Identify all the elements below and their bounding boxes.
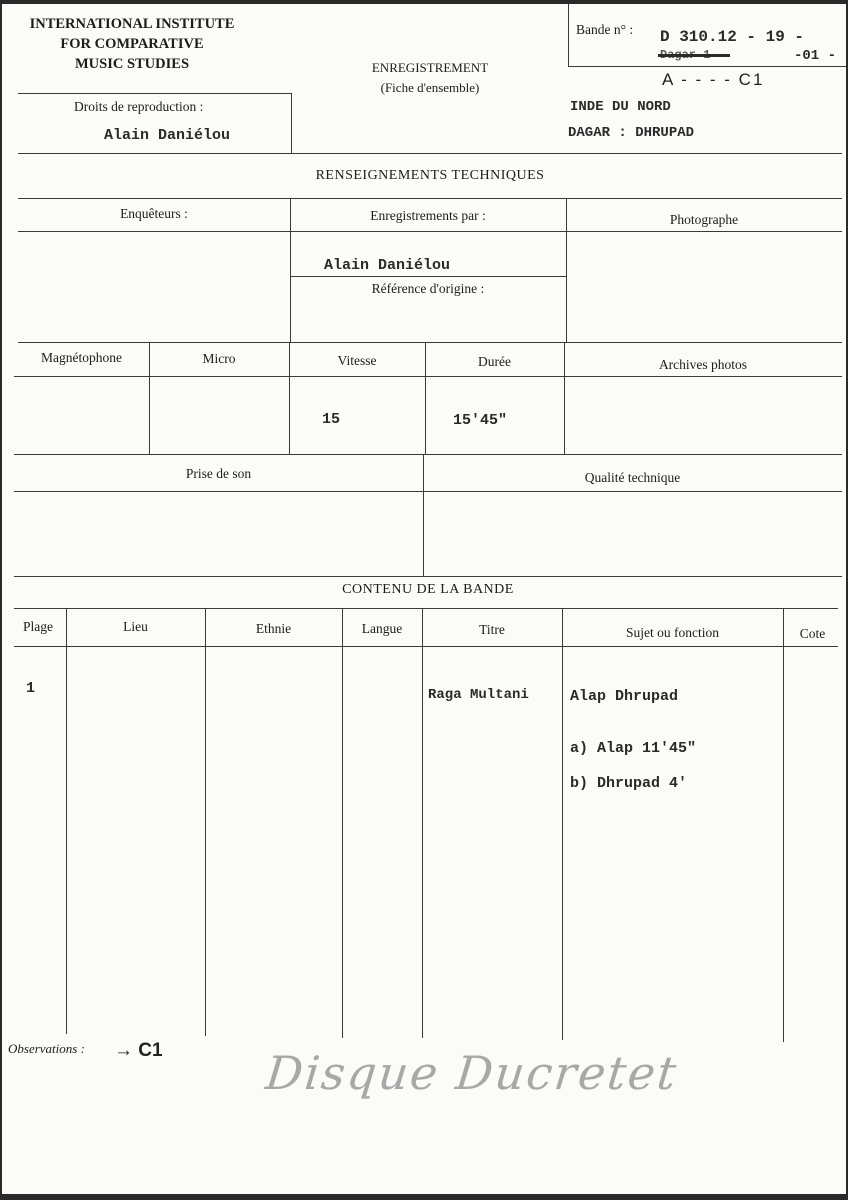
region: INDE DU NORD xyxy=(570,99,671,115)
row-item: b) Dhrupad 4' xyxy=(570,775,688,792)
vitesse-value: 15 xyxy=(322,411,341,428)
bande-suffix: -01 - xyxy=(794,48,837,64)
institute-line: MUSIC STUDIES xyxy=(74,56,190,72)
prise-de-son-label: Prise de son xyxy=(185,466,252,481)
column-langue: Langue xyxy=(361,621,403,636)
bande-label: Bande n° : xyxy=(576,22,634,37)
reference-label: Référence d'origine : xyxy=(371,281,485,296)
photographe-label: Photographe xyxy=(669,212,739,227)
qualite-technique-label: Qualité technique xyxy=(584,470,681,485)
duree-label: Durée xyxy=(478,354,511,369)
technical-section-title: RENSEIGNEMENTS TECHNIQUES xyxy=(315,168,545,183)
column-cote: Cote xyxy=(799,626,826,641)
archives-photos-label: Archives photos xyxy=(658,357,748,372)
bande-number: D 310.12 - 19 - xyxy=(660,28,805,46)
duree-value: 15'45" xyxy=(453,412,508,429)
institute-line: FOR COMPARATIVE xyxy=(60,36,204,52)
observations-value: → C1 xyxy=(114,1040,163,1061)
enregistrements-label: Enregistrements par : xyxy=(370,208,486,223)
row-plage: 1 xyxy=(26,680,36,697)
bande-handwritten: A - - - - C1 xyxy=(662,70,765,89)
catalog-card xyxy=(2,4,846,1194)
enqueteurs-label: Enquêteurs : xyxy=(120,206,188,221)
droits-value: Alain Daniélou xyxy=(104,127,231,144)
institute-line: INTERNATIONAL INSTITUTE xyxy=(29,16,235,32)
magnetophone-label: Magnétophone xyxy=(41,350,122,365)
column-sujet: Sujet ou fonction xyxy=(626,625,719,640)
pencil-note: Disque Ducretet xyxy=(263,1046,681,1100)
droits-label: Droits de reproduction : xyxy=(74,99,204,114)
institute-name xyxy=(12,14,252,74)
micro-label: Micro xyxy=(202,351,236,366)
observations-label: Observations : xyxy=(8,1041,85,1056)
form-subtitle: (Fiche d'ensemble) xyxy=(380,80,480,95)
contents-section-title: CONTENU DE LA BANDE xyxy=(342,582,514,597)
column-titre: Titre xyxy=(479,622,505,637)
row-sujet: Alap Dhrupad xyxy=(570,688,679,705)
column-plage: Plage xyxy=(23,619,53,634)
vitesse-label: Vitesse xyxy=(337,353,377,368)
genre: DAGAR : DHRUPAD xyxy=(568,125,695,141)
column-lieu: Lieu xyxy=(123,619,148,634)
row-item: a) Alap 11'45" xyxy=(570,740,697,757)
column-ethnie: Ethnie xyxy=(255,621,292,636)
form-title: ENREGISTREMENT xyxy=(371,60,489,75)
enregistrements-value: Alain Daniélou xyxy=(324,257,451,274)
row-titre: Raga Multani xyxy=(428,687,529,703)
